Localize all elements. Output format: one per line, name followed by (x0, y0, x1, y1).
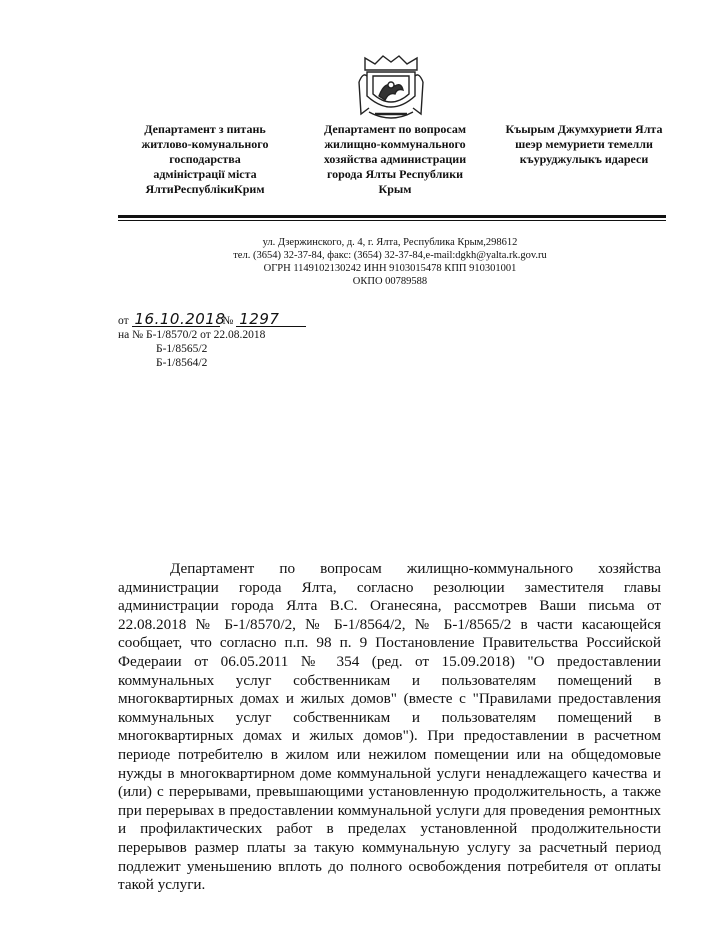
reply-reference-extra: Б-1/8564/2 (156, 357, 208, 369)
address-line: ул. Дзержинского, д. 4, г. Ялта, Республика Крым,298612 (262, 237, 518, 248)
letter-body-paragraph: Департамент по вопросам жилищно-коммунального хозяйства администрации города Ялта, согласно резолюции заместителя главы администрации города Ялта В.С. Оганесяна, рассмотрев Ваши письма от 22.08.2018 № Б-1/8570/2, № Б-1/8564/2, № Б-1/8565/2 в части касающейся сообщает, что согласно п.п. 98 п. 9 Постановление Правительства Российской Федераии от 06.05.2011 № 354 (ред. от 15.09.2018) "О предоставлении коммунальных услуг собственникам и пользователям помещений в многоквартирных домах и жилых домов" (вместе с "Правилами предоставления коммунальных услуг собственникам и пользователям помещений в многоквартирных домах и жилых домов"). При предоставлении в расчетном периоде потребителю в жилом или нежилом помещении или на общедомовые нужды в многоквартирном доме коммунальной услуги ненадлежащего качества и (или) с перерывами, превышающими установленную продолжительность, а также при перерывах в предоставлении коммунальной услуги для проведения ремонтных и профилактических работ в пределах установленной продолжительности перерывов размер платы за такую коммунальную услугу за расчетный период подлежит уменьшению вплоть до полного освобождения потребителя от оплаты такой услуги. (118, 560, 661, 894)
dept-ru-line: хозяйства администрации (323, 152, 467, 166)
dept-ua-line: адміністрації міста (153, 167, 257, 181)
header-divider-thin (118, 220, 666, 221)
registration-codes-line: ОГРН 1149102130242 ИНН 9103015478 КПП 910301001 (263, 263, 517, 274)
dept-ru-line: жилищно-коммунального (324, 137, 466, 151)
dept-ru-line: города Ялты Республики (326, 167, 464, 181)
dept-crh-line: шеэр мемуриети темелли (515, 137, 653, 151)
dept-ru-line: Департамент по вопросам (323, 122, 467, 136)
letter-reference-block (118, 312, 306, 370)
department-name-crimean-tatar (494, 122, 674, 167)
reply-reference-extra: Б-1/8565/2 (156, 343, 208, 355)
dept-ua-line: ЯлтиРеспублікиКрим (145, 182, 265, 196)
department-name-russian (305, 122, 485, 197)
okpo-line: ОКПО 00789588 (352, 276, 428, 287)
dept-crh-line: къуруджулыкъ идареси (519, 152, 649, 166)
handwritten-date: 16.10.2018 (132, 312, 220, 327)
outgoing-number-row (118, 312, 306, 328)
phone-email-line: тел. (3654) 32-37-84, факс: (3654) 32-37-84,e-mail:dgkh@yalta.rk.gov.ru (233, 250, 547, 261)
number-label: № (222, 315, 234, 327)
header-divider-thick (118, 215, 666, 218)
crimea-coat-of-arms-icon (355, 52, 427, 124)
department-name-ukrainian (120, 122, 290, 197)
contact-block (180, 236, 600, 288)
dept-ua-line: господарства (169, 152, 241, 166)
from-label: от (118, 315, 129, 327)
dept-ru-line: Крым (378, 182, 412, 196)
dept-ua-line: житлово-комунального (141, 137, 269, 151)
dept-ua-line: Департамент з питань (144, 122, 266, 136)
reply-reference-line: на № Б-1/8570/2 от 22.08.2018 (118, 329, 266, 341)
handwritten-number: 1297 (236, 312, 306, 327)
dept-crh-line: Къырым Джумхуриети Ялта (505, 122, 663, 136)
